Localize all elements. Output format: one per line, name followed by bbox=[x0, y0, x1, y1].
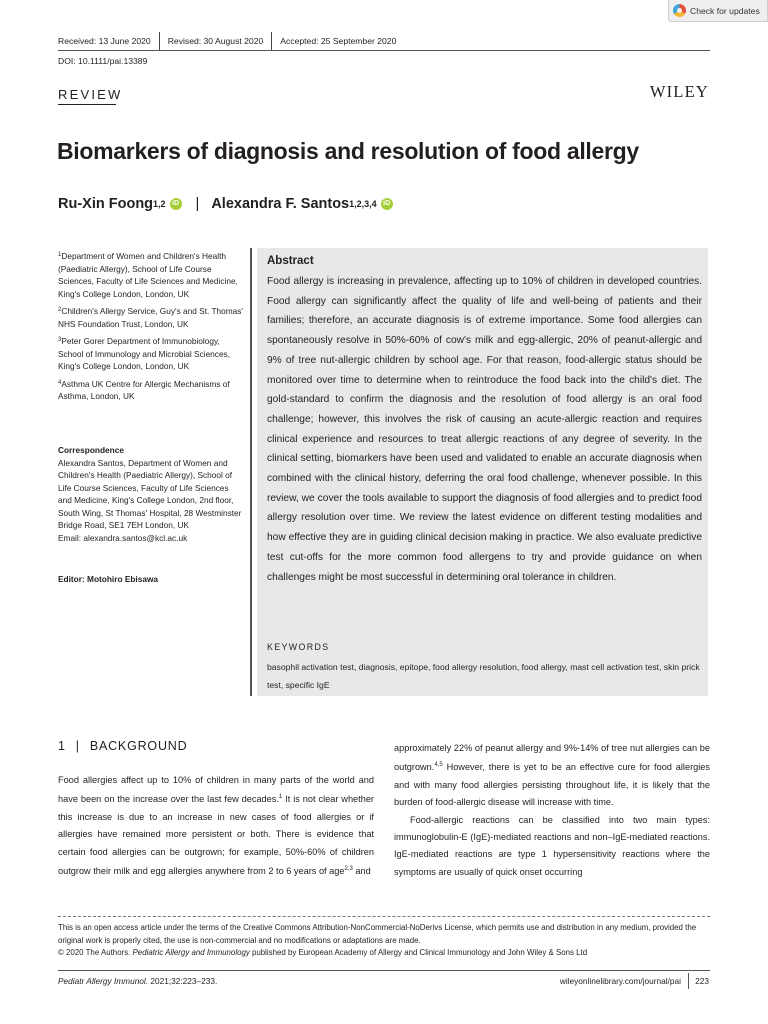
affiliation-number: 2 bbox=[58, 307, 62, 313]
page-number: 223 bbox=[695, 976, 709, 986]
license-rule bbox=[58, 916, 710, 917]
affiliation bbox=[58, 304, 244, 330]
header-rule bbox=[58, 50, 710, 51]
section-title: BACKGROUND bbox=[89, 739, 188, 753]
license-text: This is an open access article under the terms of the Creative Commons Attribution-NonCommercial-NoDerivs License, which permits use and distribution in any medium, provided the original work is properly cited, the use is non-commercial and no modifications or adaptations are made. bbox=[58, 923, 697, 945]
orcid-icon[interactable]: iD bbox=[170, 198, 182, 210]
footer-citation bbox=[58, 976, 217, 986]
keywords-list: basophil activation test, diagnosis, epitope, food allergy resolution, food allergy, mast cell activation test, skin prick test, specific IgE bbox=[267, 662, 700, 690]
affiliation bbox=[58, 334, 244, 373]
affiliation-number: 4 bbox=[58, 379, 62, 386]
affiliation bbox=[58, 377, 244, 403]
citation-ref[interactable]: 4,5 bbox=[434, 762, 443, 769]
affiliation-text: Children's Allergy Service, Guy's and St. Thomas' NHS Foundation Trust, London, UK bbox=[58, 306, 244, 329]
license-notice bbox=[58, 922, 710, 960]
abstract-side-rule bbox=[250, 248, 252, 696]
affiliations bbox=[58, 249, 244, 407]
body-paragraph: Food-allergic reactions can be classified into two main types: immunoglobulin-E (IgE)-mediated reactions and non–IgE-mediated reactions. IgE-mediated reactions are type 1 hypersensitivity reactions where the symptoms are usually of quick onset occurring bbox=[394, 814, 710, 877]
body-text: Food allergies affect up to 10% of children in many parts of the world and have been on the increase over the last few decades. bbox=[58, 775, 374, 805]
body-column-right bbox=[394, 740, 710, 881]
copyright-text: published by European Academy of Allergy and Clinical Immunology and John Wiley & Sons Ltd bbox=[249, 948, 588, 957]
abstract-heading: Abstract bbox=[267, 255, 314, 267]
body-column-left bbox=[58, 772, 374, 880]
body-paragraph bbox=[58, 772, 374, 880]
article-dates bbox=[58, 36, 396, 51]
author-name[interactable]: Ru-Xin Foong bbox=[58, 196, 154, 212]
section-separator: | bbox=[75, 739, 80, 753]
article-type-label: REVIEW bbox=[58, 87, 123, 102]
author-list bbox=[58, 196, 393, 212]
correspondence bbox=[58, 444, 244, 544]
correspondence-heading: Correspondence bbox=[58, 445, 124, 455]
copyright-text: © 2020 The Authors. bbox=[58, 948, 133, 957]
check-for-updates-label: Check for updates bbox=[690, 5, 760, 16]
affiliation-text: Peter Gorer Department of Immunobiology, School of Immunology and Microbial Sciences, King's College London, London, UK bbox=[58, 336, 231, 371]
journal-name: Pediatric Allergy and Immunology bbox=[132, 948, 250, 957]
editor: Editor: Motohiro Ebisawa bbox=[58, 574, 159, 584]
affiliation-number: 1 bbox=[58, 252, 62, 258]
accepted-date: Accepted: 25 September 2020 bbox=[280, 36, 397, 46]
divider bbox=[271, 32, 272, 51]
affiliation-text: Asthma UK Centre for Allergic Mechanisms of Asthma, London, UK bbox=[58, 378, 230, 401]
body-text: and bbox=[352, 866, 371, 877]
section-number: 1 bbox=[58, 739, 66, 753]
article-type-underline bbox=[58, 104, 116, 105]
affiliation-number: 3 bbox=[58, 337, 62, 343]
correspondence-address: Alexandra Santos, Department of Women and Children's Health (Paediatric Allergy), School of Life Course Sciences, Faculty of Life Sciences and Medicine, King's College London, 2nd floor, South Wing, St Thomas' Hospital, 28 Westminster Bridge Road, SE1 7EH London, UK bbox=[58, 457, 242, 530]
footer-divider bbox=[688, 973, 689, 989]
body-text: However, there is yet to be an effective cure for food allergies and with many food allergies persisting throughout life, it is likely that the burden of food-allergic disease will increase with time. bbox=[394, 762, 710, 808]
crossmark-icon bbox=[673, 4, 686, 17]
author-affiliation-marker: 1,2 bbox=[153, 199, 166, 209]
body-text: approximately 22% of peanut allergy and 9%-14% of tree nut allergies can be outgrown. bbox=[394, 743, 710, 773]
check-for-updates-button[interactable] bbox=[668, 0, 768, 22]
citation-ref[interactable]: 1 bbox=[278, 794, 283, 801]
section-heading bbox=[58, 739, 187, 753]
received-date: Received: 13 June 2020 bbox=[58, 36, 151, 46]
footer-volume: 2021;32:223–233. bbox=[148, 976, 218, 986]
footer-journal: Pediatr Allergy Immunol. bbox=[58, 976, 149, 986]
article-title: Biomarkers of diagnosis and resolution of food allergy bbox=[57, 138, 639, 164]
affiliation bbox=[58, 249, 244, 300]
author-name[interactable]: Alexandra F. Santos bbox=[211, 196, 350, 212]
body-paragraph bbox=[394, 740, 710, 812]
body-text: It is not clear whether this increase is due to an increase in new cases of food allergies or if allergies have remained more persistent or both. There is evidence that certain food allergies can be outgrown; for example, 50%-60% of children outgrow their milk and egg allergies anywhere from 2 to 6 years of age bbox=[58, 794, 374, 877]
citation-ref[interactable]: 2,3 bbox=[344, 866, 353, 873]
copyright-line bbox=[58, 947, 710, 960]
author-affiliation-marker: 1,2,3,4 bbox=[349, 199, 377, 209]
orcid-icon[interactable]: iD bbox=[381, 198, 393, 210]
doi[interactable]: DOI: 10.1111/pai.13389 bbox=[58, 56, 148, 66]
divider bbox=[159, 32, 160, 51]
footer-rule bbox=[58, 970, 710, 971]
revised-date: Revised: 30 August 2020 bbox=[167, 36, 264, 46]
keywords-heading: KEYWORDS bbox=[267, 642, 330, 652]
affiliation-text: Department of Women and Children's Health (Paediatric Allergy), School of Life Course Sciences, Faculty of Life Sciences and Medicine, King's College London, London, UK bbox=[58, 251, 238, 299]
journal-url[interactable]: wileyonlinelibrary.com/journal/pai bbox=[559, 976, 681, 986]
publisher-logo: WILEY bbox=[649, 82, 709, 101]
abstract-text: Food allergy is increasing in prevalence, affecting up to 10% of children in developed countries. Food allergy can significantly affect the quality of life and well-being of patients and their families; therefore, an accurate diagnosis is of extreme importance. Some food allergies can spontaneously resolve in 50%-60% of cow's milk and egg-allergic, 20% of peanut-allergic and 9% of tree nut-allergic children by school age. For that reason, food-allergic status should be monitored over time to determine when to reintroduce the food back into the child's diet. The gold-standard to confirm the diagnosis and the resolution of food allergy is an oral food challenge; however, this involves the risk of causing an acute-allergic reaction and requires clinical experience and resources to treat allergic reactions of any degree of severity. In the clinical setting, biomarkers have been used and validated to enable an accurate diagnosis when combined with the clinical history, deferring the oral food challenge, whenever possible. In this review, we cover the tools available to support the diagnosis of food allergies and to predict food allergy resolution over time. We review the latest evidence on different testing modalities and how effective they are in guiding clinical decision making in practice. We also evaluate predictive test cut-offs for the more common food allergens to try and provide guidance on when challenges might be most successful in determining oral tolerance in children. bbox=[267, 276, 702, 583]
author-separator: | bbox=[195, 196, 200, 212]
correspondence-email[interactable]: Email: alexandra.santos@kcl.ac.uk bbox=[58, 532, 188, 543]
